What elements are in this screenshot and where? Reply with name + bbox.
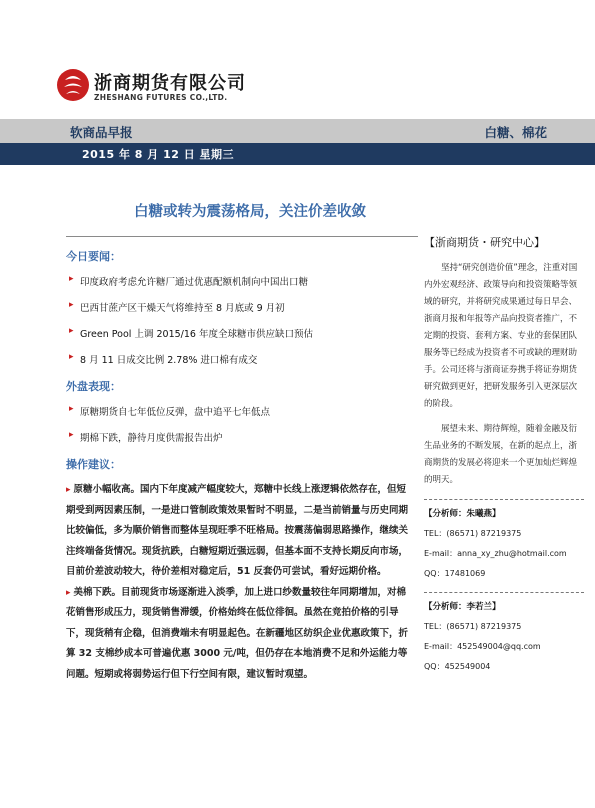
analyst-email[interactable]: E-mail：anna_xy_zhu@hotmail.com [424, 549, 567, 558]
news-section-title: 今日要闻： [66, 250, 121, 263]
company-name-en: ZHESHANG FUTURES CO.,LTD. [94, 93, 228, 102]
analyst-qq: QQ：17481069 [424, 569, 486, 578]
news-item: ▸ 印度政府考虑允许糖厂通过优惠配额机制向中国出口糖 [69, 274, 309, 288]
report-date: 2015 年 8 月 12 日 星期三 [82, 148, 235, 161]
red-triangle-bullet-icon: ▸ [66, 485, 71, 495]
commodities-label: 白糖、棉花 [484, 125, 547, 140]
main-divider [66, 236, 418, 237]
sidebar [424, 234, 584, 677]
analyst-qq: QQ：452549004 [424, 662, 491, 671]
report-type: 软商品早报 [70, 125, 133, 140]
red-triangle-bullet-icon: ▸ [69, 430, 74, 440]
red-triangle-bullet-icon: ▸ [69, 300, 74, 310]
analyst-name: 【分析师：朱曦燕】 [424, 509, 501, 519]
analyst-card [424, 597, 584, 677]
red-triangle-bullet-icon: ▸ [69, 326, 74, 336]
date-band [0, 143, 595, 165]
advice-paragraph-sugar: ▸ 原糖小幅收高。国内下年度减产幅度较大，郑糖中长线上涨逻辑依然存在，但短期受到两因素压制，一是进口管制政策效果暂时不明显，二是当前销量与历史同期比较偏低，多为顺价销售而整体呈现旺季不旺格局。按震荡偏弱思路操作，继续关注终端备货情况。现货抗跌，白糖短期近强远弱，但基本面不支持长期反向市场，目前价差波动较大，待价差相对稳定后，51 反套仍可尝试，看好远期价格。 [66, 484, 409, 577]
report-headline: 白糖或转为震荡格局，关注价差收敛 [134, 204, 366, 220]
external-item: ▸ 期棉下跌，静待月度供需报告出炉 [69, 430, 223, 444]
advice-paragraph-cotton: ▸ 美棉下跌。目前现货市场逐渐进入淡季，加上进口纱数量较往年同期增加，对棉花销售形成压力，现货销售滞缓，价格始终在低位徘徊。虽然在竞拍价格的引导下，现货稍有企稳，但消费端未有明显起色。在新疆地区纺织企业优惠政策下，折算 32 支棉纱成本可普遍优惠 3000 元/吨，但仍存在本地消费不足和外运能力等问题。短期或将弱势运行但下行空间有限，建议暂时观望。 [66, 586, 409, 680]
sidebar-intro: 坚持“研究创造价值”理念，注重对国内外宏观经济、政策导向和投资策略等领域的研究，并将研究成果通过每日早会、浙商月报和年报等产品向投资者推广，不定期的投资、套利方案、专业的套保团队服务等已经成为投资者不可或缺的理财助手。公司还将与浙商证券携手将证券期货研究做到更好，把研发服务引入更深层次的阶段。 [424, 263, 578, 409]
advice-section-title: 操作建议： [66, 458, 121, 471]
news-item: ▸ Green Pool 上调 2015/16 年度全球糖市供应缺口预估 [69, 326, 313, 340]
red-triangle-bullet-icon: ▸ [69, 274, 74, 284]
company-name-cn: 浙商期货有限公司 [94, 73, 246, 94]
red-triangle-bullet-icon: ▸ [66, 587, 71, 598]
news-item: ▸ 8 月 11 日成交比例 2.78% 进口棉有成交 [69, 352, 258, 366]
sidebar-divider [424, 499, 584, 500]
company-logo [56, 68, 246, 108]
news-item: ▸ 巴西甘蔗产区干燥天气将维持至 8 月底或 9 月初 [69, 300, 285, 314]
sidebar-outlook: 展望未来、期待辉煌，随着金融及衍生品业务的不断发展，在新的起点上，浙商期货的发展必将迎来一个更加灿烂辉煌的明天。 [424, 424, 578, 485]
analyst-tel: TEL：(86571) 87219375 [424, 622, 522, 631]
analyst-card [424, 504, 584, 584]
main-column [66, 240, 412, 685]
analyst-name: 【分析师：李若兰】 [424, 602, 501, 612]
zheshang-logo-icon [56, 68, 90, 102]
sidebar-divider [424, 592, 584, 593]
external-item: ▸ 原糖期货自七年低位反弹，盘中追平七年低点 [69, 404, 271, 418]
red-triangle-bullet-icon: ▸ [69, 352, 74, 362]
red-triangle-bullet-icon: ▸ [69, 404, 74, 414]
external-section-title: 外盘表现： [66, 380, 121, 393]
analyst-email[interactable]: E-mail：452549004@qq.com [424, 642, 541, 651]
sidebar-title: 【浙商期货・研究中心】 [424, 236, 545, 249]
header-band [0, 119, 595, 143]
analyst-tel: TEL：(86571) 87219375 [424, 529, 522, 538]
